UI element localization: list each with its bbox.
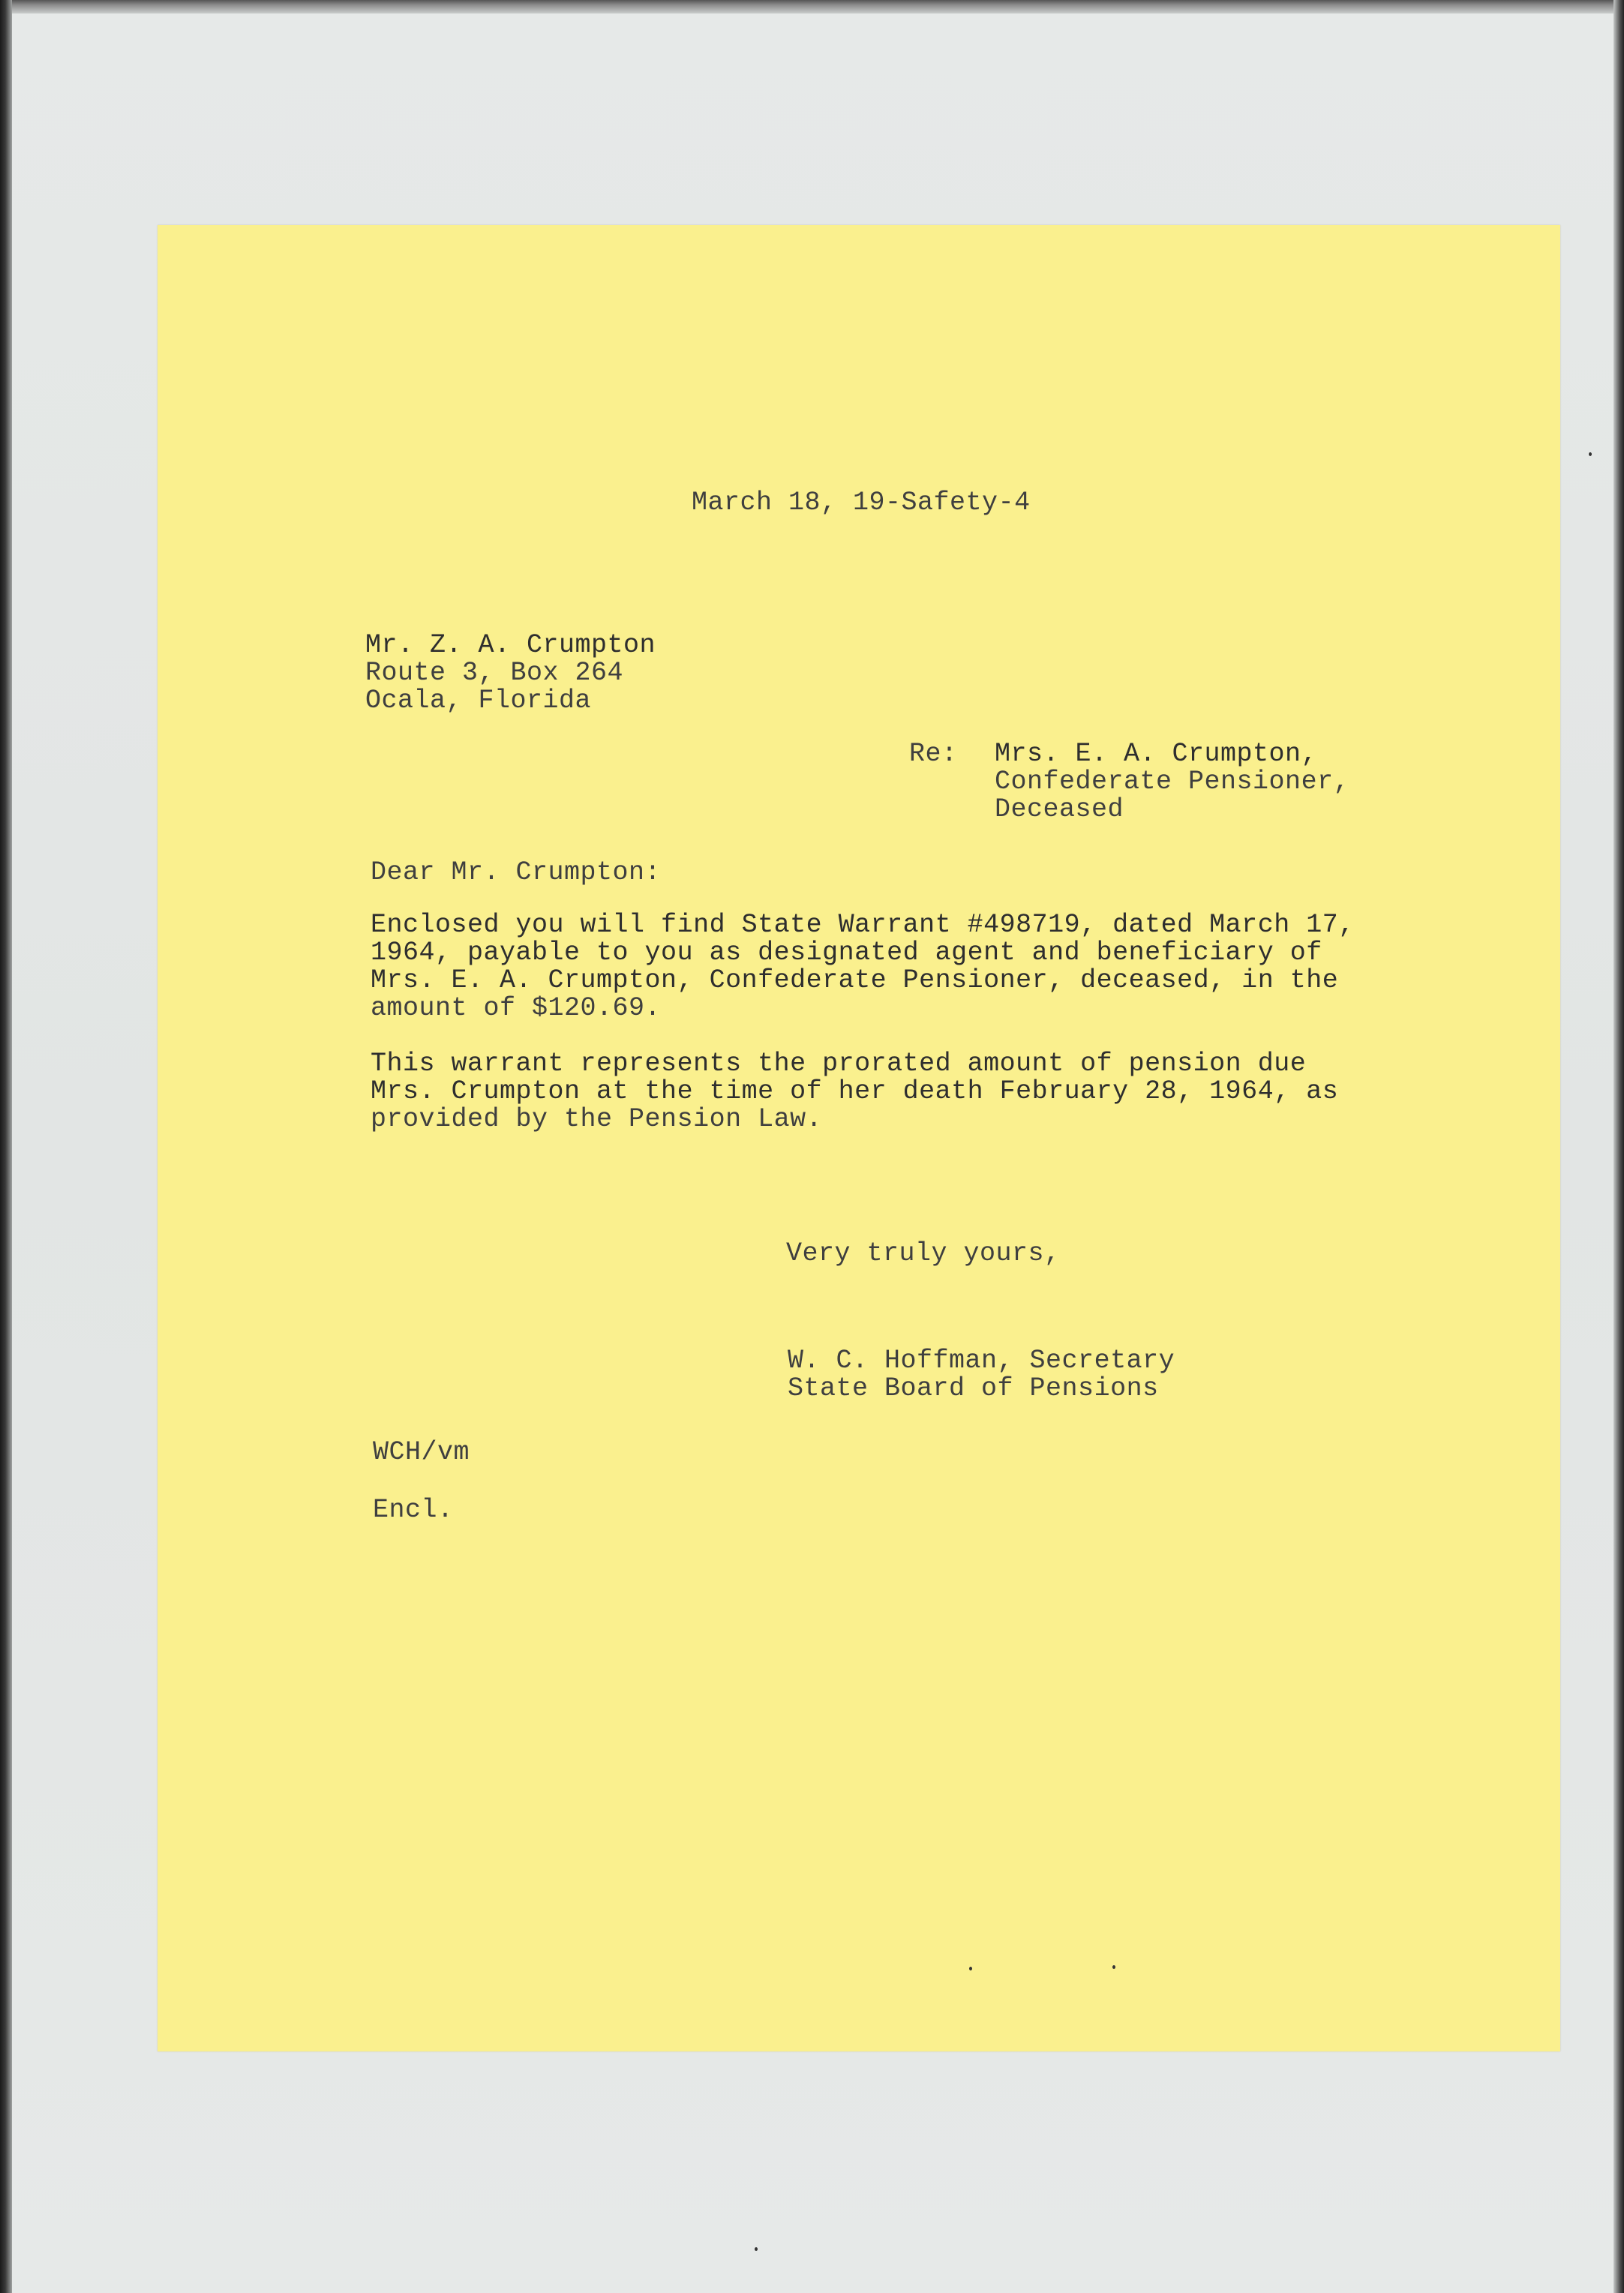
paragraph1-line: Enclosed you will find State Warrant #498719, dated March 17, xyxy=(371,910,1355,940)
paragraph1-line: 1964, payable to you as designated agent and beneficiary of xyxy=(371,938,1322,968)
paragraph2-line: provided by the Pension Law. xyxy=(371,1104,823,1134)
signature-name: W. C. Hoffman, Secretary xyxy=(788,1346,1175,1376)
paper-speck xyxy=(755,2247,758,2251)
paragraph1-line: amount of $120.69. xyxy=(371,993,662,1023)
re-subject-status: Confederate Pensioner, xyxy=(995,767,1350,797)
recipient-name: Mr. Z. A. Crumpton xyxy=(365,630,656,660)
re-subject-name: Mrs. E. A. Crumpton, xyxy=(995,739,1318,769)
recipient-city: Ocala, Florida xyxy=(365,686,592,716)
re-subject-deceased: Deceased xyxy=(995,794,1124,824)
scan-top-edge xyxy=(0,0,1624,14)
closing: Very truly yours, xyxy=(786,1238,1061,1268)
signature-title: State Board of Pensions xyxy=(788,1373,1159,1403)
paper-speck xyxy=(1589,452,1592,456)
scan-right-edge xyxy=(1613,0,1624,2293)
paragraph2-line: This warrant represents the prorated amount of pension due xyxy=(371,1049,1307,1079)
paragraph2-line: Mrs. Crumpton at the time of her death February 28, 1964, as xyxy=(371,1076,1339,1106)
recipient-street: Route 3, Box 264 xyxy=(365,658,624,688)
scan-left-edge xyxy=(0,0,12,2293)
re-label: Re: xyxy=(909,739,958,769)
salutation: Dear Mr. Crumpton: xyxy=(371,857,662,887)
paper-speck xyxy=(969,1967,972,1970)
paragraph1-line: Mrs. E. A. Crumpton, Confederate Pensioner, deceased, in the xyxy=(371,965,1339,995)
enclosure-note: Encl. xyxy=(373,1495,454,1525)
typist-initials: WCH/vm xyxy=(373,1437,470,1467)
letter-date: March 18, 19-Safety-4 xyxy=(692,488,1031,518)
paper-speck xyxy=(1112,1965,1115,1969)
